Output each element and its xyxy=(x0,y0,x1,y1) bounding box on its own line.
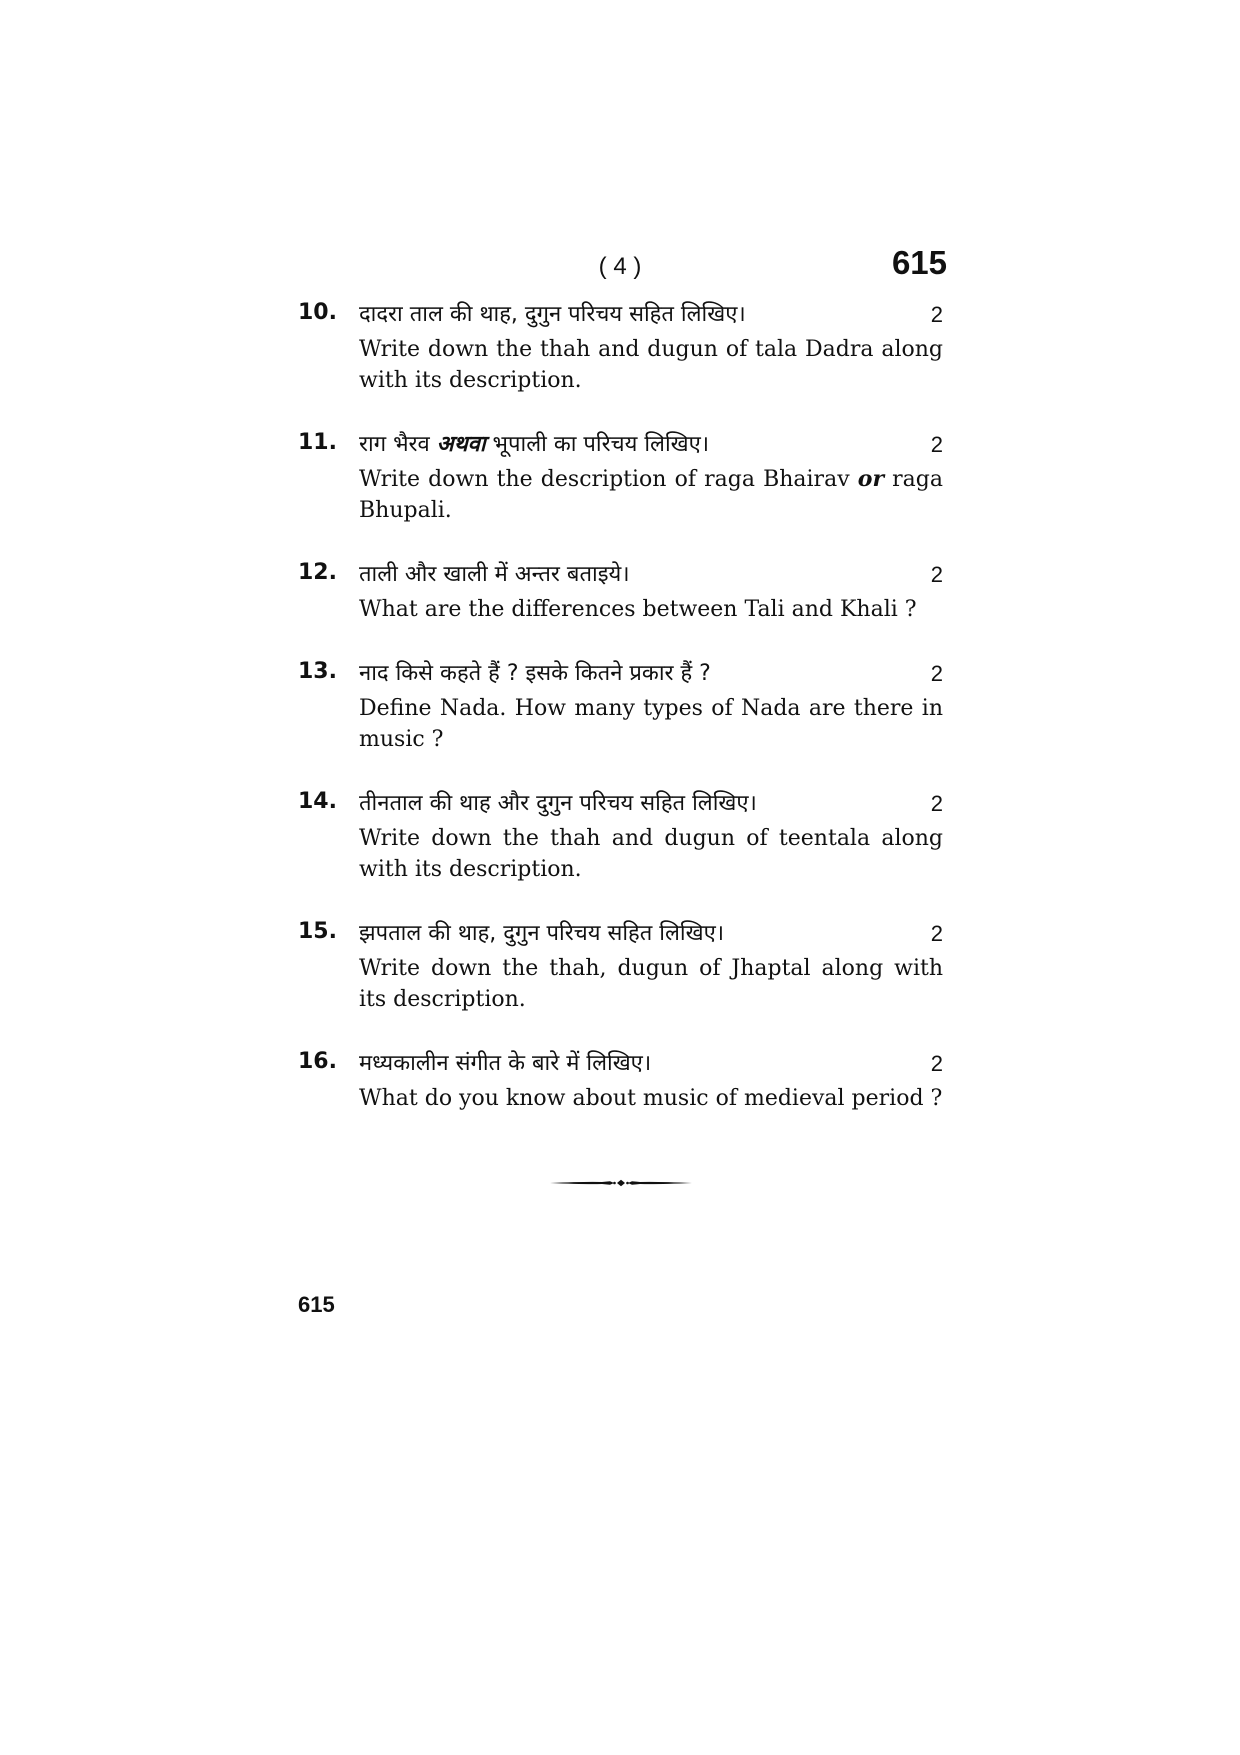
question-hindi-text: तीनताल की थाह और दुगुन परिचय सहित लिखिए। xyxy=(359,791,757,816)
question-11 xyxy=(298,426,943,526)
question-english-text: What are the differences between Tali and Khali ? xyxy=(359,597,917,622)
question-english-text: Write down the thah and dugun of teentala along with its description. xyxy=(359,826,943,882)
question-number: 14. xyxy=(298,789,337,814)
question-hindi-text xyxy=(359,428,709,458)
english-text-part: raga Bhupali. xyxy=(359,467,943,523)
paper-code-header: 615 xyxy=(891,244,947,281)
question-hindi-text: झपताल की थाह, दुगुन परिचय सहित लिखिए। xyxy=(359,921,725,946)
hindi-text-part: राग भैरव xyxy=(359,432,437,457)
english-text-part: Write down the description of raga Bhairav xyxy=(359,467,858,492)
question-12 xyxy=(298,556,943,625)
question-hindi-text: ताली और खाली में अन्तर बताइये। xyxy=(359,562,630,587)
question-list xyxy=(298,296,943,1144)
question-marks: 2 xyxy=(930,791,943,816)
question-14 xyxy=(298,785,943,885)
question-marks: 2 xyxy=(930,562,943,587)
question-13 xyxy=(298,655,943,755)
question-10 xyxy=(298,296,943,396)
hindi-emphasis-word: अथवा xyxy=(436,432,486,457)
question-marks: 2 xyxy=(930,432,943,457)
question-number: 16. xyxy=(298,1049,337,1074)
question-english-text: Define Nada. How many types of Nada are there in music ? xyxy=(359,696,943,752)
question-marks: 2 xyxy=(930,302,943,327)
english-emphasis-word: or xyxy=(857,466,885,492)
question-hindi-text: नाद किसे कहते हैं ? इसके कितने प्रकार हैं ? xyxy=(359,661,711,686)
question-marks: 2 xyxy=(930,921,943,946)
question-english-text: Write down the thah, dugun of Jhaptal along with its description. xyxy=(359,956,943,1012)
question-number: 12. xyxy=(298,560,337,585)
question-number: 13. xyxy=(298,659,337,684)
end-ornament-divider xyxy=(550,1178,692,1188)
question-number: 15. xyxy=(298,919,337,944)
question-15 xyxy=(298,915,943,1015)
page-number: ( 4 ) xyxy=(598,253,642,280)
hindi-text-part: भूपाली का परिचय लिखिए। xyxy=(485,432,710,457)
question-number: 11. xyxy=(298,430,337,455)
question-english-text: What do you know about music of medieval period ? xyxy=(359,1086,943,1111)
question-marks: 2 xyxy=(930,661,943,686)
question-english-text: Write down the thah and dugun of tala Dadra along with its description. xyxy=(359,337,943,393)
question-marks: 2 xyxy=(930,1051,943,1076)
question-hindi-text: मध्यकालीन संगीत के बारे में लिखिए। xyxy=(359,1051,652,1076)
question-english-text xyxy=(359,464,943,526)
question-number: 10. xyxy=(298,300,337,325)
question-hindi-text: दादरा ताल की थाह, दुगुन परिचय सहित लिखिए। xyxy=(359,302,746,327)
question-16 xyxy=(298,1045,943,1114)
paper-code-footer: 615 xyxy=(298,1292,335,1317)
